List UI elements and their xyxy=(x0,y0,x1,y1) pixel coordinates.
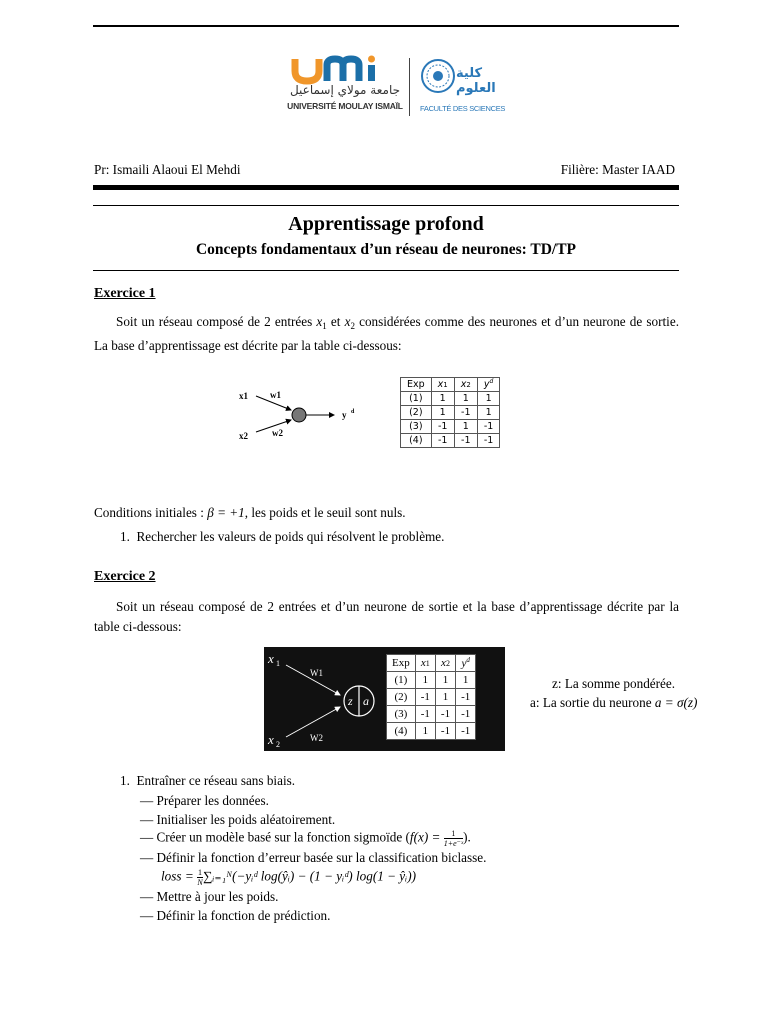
table-cell: (4) xyxy=(401,434,432,448)
table-cell: -1 xyxy=(415,689,435,706)
exercise2-table xyxy=(386,654,476,740)
sigmoid-fraction xyxy=(444,829,463,848)
table-cell: (1) xyxy=(387,672,416,689)
fraction-numerator: 1 xyxy=(444,829,463,839)
fraction-numerator: 1 xyxy=(198,868,203,877)
w2-label: w2 xyxy=(272,428,283,438)
conditions-text-a: Conditions initiales : xyxy=(94,505,208,520)
table-cell: -1 xyxy=(431,420,454,434)
list-item-text: Définir la fonction de prédiction. xyxy=(156,908,331,923)
loss-formula xyxy=(161,868,416,887)
exercise1-question1 xyxy=(120,529,444,545)
table-row xyxy=(387,706,476,723)
fraction-denominator: N xyxy=(197,878,203,887)
list-item xyxy=(140,793,269,809)
table-cell: -1 xyxy=(431,434,454,448)
list-item-text: Initialiser les poids aléatoirement. xyxy=(156,812,336,827)
exercise2-diagram-panel xyxy=(264,647,505,751)
faculty-name-ar: كلية العلوم xyxy=(456,66,496,96)
exercise1-table xyxy=(400,377,500,448)
program-name: Filière: Master IAAD xyxy=(560,162,675,177)
table-row xyxy=(387,689,476,706)
math-x2: $x_2$ xyxy=(344,314,355,331)
yd-sup-label: d xyxy=(351,409,355,415)
list-item-text: Définir la fonction d’erreur basée sur la classification biclasse. xyxy=(156,850,487,865)
table-header-row xyxy=(387,655,476,672)
table-cell: -1 xyxy=(415,706,435,723)
yd-label: y xyxy=(342,410,347,420)
table-cell: 1 xyxy=(477,406,499,420)
table-cell: 1 xyxy=(435,672,455,689)
w2-label: W2 xyxy=(310,733,323,743)
sigma-formula: a = σ(z) xyxy=(654,695,698,710)
list-item-text: Mettre à jour les poids. xyxy=(156,889,279,904)
exercise2-intro: Soit un réseau composé de 2 entrées et d’un neurone de sortie et la base d’apprentissage décrite par la table ci-dessous: xyxy=(94,599,679,634)
neuron-node xyxy=(292,408,306,422)
table-header-cell: x2 xyxy=(435,655,455,672)
exercise1-intro-text-a: Soit un réseau composé de 2 entrées xyxy=(116,314,317,329)
table-cell: (2) xyxy=(387,689,416,706)
x2-sub-label: 2 xyxy=(276,740,280,749)
table-cell: -1 xyxy=(435,723,455,740)
fraction-denominator: 1+e⁻ˣ xyxy=(443,839,464,848)
exercise2-task xyxy=(120,773,295,789)
dash-bullet: — xyxy=(140,812,154,827)
a-label: a xyxy=(363,694,369,708)
x1-label: x xyxy=(268,651,274,666)
list-item xyxy=(140,850,486,866)
table-cell: 1 xyxy=(435,689,455,706)
table-header-cell: x1 xyxy=(431,378,454,392)
table-cell: -1 xyxy=(454,434,477,448)
exercise1-neuron-diagram xyxy=(236,382,366,444)
table-cell: -1 xyxy=(454,406,477,420)
logo-divider xyxy=(409,58,410,116)
table-header-cell: Exp xyxy=(387,655,416,672)
table-cell: 1 xyxy=(431,392,454,406)
dash-bullet: — xyxy=(140,829,154,845)
table-row xyxy=(401,406,500,420)
header-thick-rule xyxy=(93,185,679,190)
table-cell: -1 xyxy=(456,689,476,706)
table-row xyxy=(401,420,500,434)
beta-formula: β = +1 xyxy=(207,505,245,520)
page-title: Apprentissage profond xyxy=(288,213,484,235)
table-cell: -1 xyxy=(477,434,499,448)
question-text: Rechercher les valeurs de poids qui résolvent le problème. xyxy=(136,529,445,544)
table-cell: -1 xyxy=(477,420,499,434)
definition-a-text: a: La sortie du neurone xyxy=(530,695,655,710)
exercise1-intro-text-c: considérées comme des neurones et d’un neurone de sortie. La base d’apprentissage est décrite par la table ci-dessous: xyxy=(94,314,679,353)
faculty-emblem-icon xyxy=(420,58,456,98)
table-cell: 1 xyxy=(454,420,477,434)
exercise1-intro xyxy=(94,312,679,356)
math-x1: $x_1$ xyxy=(316,314,327,331)
table-header-cell: Exp xyxy=(401,378,432,392)
table-header-cell: x1 xyxy=(415,655,435,672)
question-number: 1. xyxy=(120,529,130,544)
task-number: 1. xyxy=(120,773,130,788)
table-cell: 1 xyxy=(454,392,477,406)
table-cell: -1 xyxy=(435,706,455,723)
list-item xyxy=(140,908,330,924)
dash-bullet: — xyxy=(140,793,154,808)
exercise1-conditions xyxy=(94,505,406,521)
loss-label: loss = xyxy=(161,868,194,884)
faculty-name-fr: FACULTÉ DES SCIENCES xyxy=(420,104,506,113)
title-bottom-rule xyxy=(93,270,679,271)
exercise2-neuron-diagram xyxy=(264,647,386,751)
exercise1-intro-text-b: et xyxy=(326,314,345,329)
table-cell: 1 xyxy=(415,672,435,689)
table-header-row xyxy=(401,378,500,392)
list-item xyxy=(140,829,471,848)
table-row xyxy=(387,723,476,740)
sigmoid-end: ). xyxy=(463,829,471,845)
w1-label: W1 xyxy=(310,668,323,678)
definition-a xyxy=(530,695,697,711)
exercise1-heading: Exercice 1 xyxy=(94,286,156,301)
table-row xyxy=(401,392,500,406)
dash-bullet: — xyxy=(140,850,154,865)
w1-label: w1 xyxy=(270,390,281,400)
dash-bullet: — xyxy=(140,889,154,904)
table-cell: 1 xyxy=(477,392,499,406)
title-top-rule xyxy=(93,205,679,206)
table-row xyxy=(401,434,500,448)
loss-expression: ∑ᵢ₌₁ᴺ(−yᵢᵈ log(ŷᵢ) − (1 − yᵢᵈ) log(1 − ŷᵢ)) xyxy=(203,868,417,884)
list-item-text: Créer un modèle basé sur la fonction sigmoïde ( xyxy=(156,829,410,845)
professor-name: Pr: Ismaili Alaoui El Mehdi xyxy=(94,162,241,177)
x2-label: x2 xyxy=(239,431,248,441)
x1-sub-label: 1 xyxy=(276,659,280,668)
table-cell: 1 xyxy=(415,723,435,740)
conditions-text-b: , les poids et le seuil sont nuls. xyxy=(244,505,406,520)
table-cell: 1 xyxy=(456,672,476,689)
x2-label: x xyxy=(268,732,274,747)
table-cell: -1 xyxy=(456,706,476,723)
task-text: Entraîner ce réseau sans biais. xyxy=(136,773,296,788)
definition-z: z: La somme pondérée. xyxy=(552,676,676,691)
table-cell: (3) xyxy=(401,420,432,434)
dash-bullet: — xyxy=(140,908,154,923)
table-cell: (1) xyxy=(401,392,432,406)
university-name-ar: جامعة مولاي إسماعيل xyxy=(289,83,401,97)
table-header-cell: $y^d$ xyxy=(456,655,476,672)
table-cell: -1 xyxy=(456,723,476,740)
table-cell: 1 xyxy=(431,406,454,420)
list-item xyxy=(140,812,335,828)
exercise2-heading: Exercice 2 xyxy=(94,569,156,584)
list-item-text: Préparer les données. xyxy=(156,793,269,808)
page-subtitle: Concepts fondamentaux d’un réseau de neurones: TD/TP xyxy=(195,241,577,258)
sigmoid-formula: f(x) = xyxy=(409,829,441,845)
faculty-logo xyxy=(420,58,510,120)
university-name-fr: UNIVERSITÉ MOULAY ISMAÏL xyxy=(287,101,403,111)
umi-logo xyxy=(275,55,415,119)
top-rule xyxy=(93,25,679,27)
z-label: z xyxy=(348,694,353,708)
table-header-cell: $y^d$ xyxy=(477,378,499,392)
x1-label: x1 xyxy=(239,391,248,401)
table-row xyxy=(387,672,476,689)
table-cell: (2) xyxy=(401,406,432,420)
table-cell: (3) xyxy=(387,706,416,723)
table-cell: (4) xyxy=(387,723,416,740)
list-item xyxy=(140,889,278,905)
table-header-cell: x2 xyxy=(454,378,477,392)
